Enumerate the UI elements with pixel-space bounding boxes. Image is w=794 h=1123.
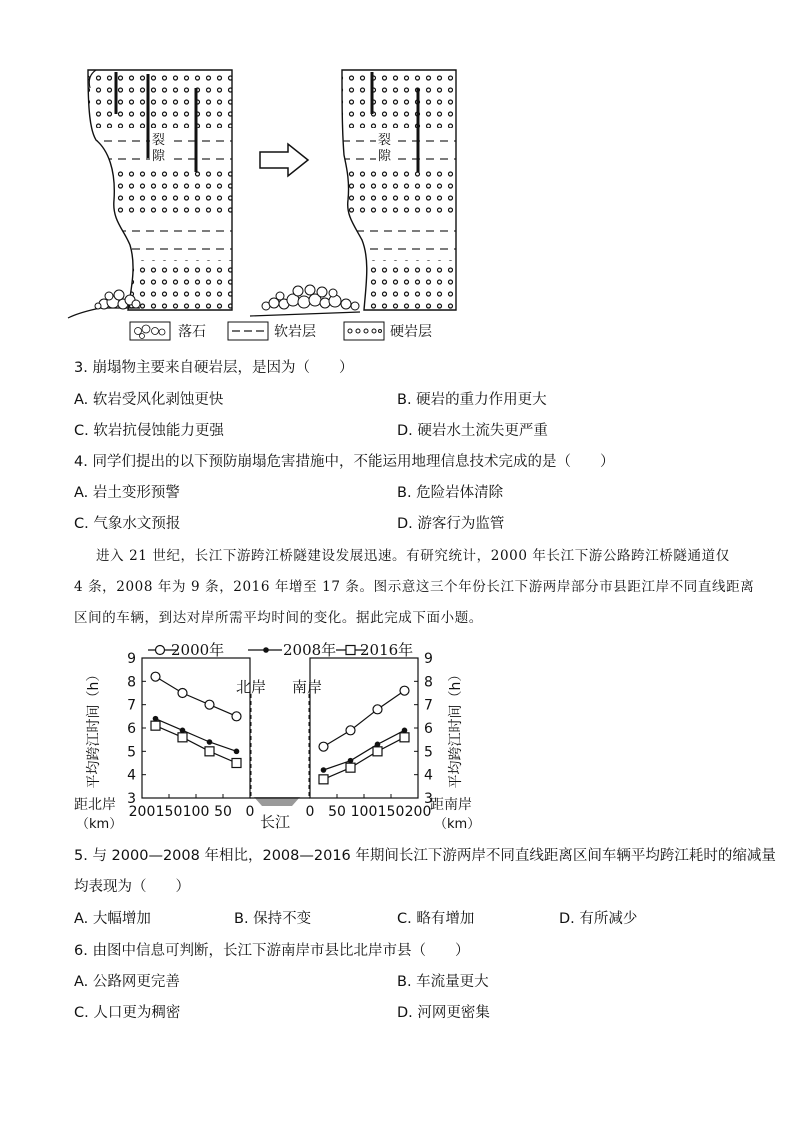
north-bank-label: 北岸 xyxy=(236,678,267,696)
y-tick-label-right: 9 xyxy=(424,651,433,667)
q5-option-a[interactable]: A. 大幅增加 xyxy=(74,911,151,927)
legend-2008: 2008年 xyxy=(283,641,337,659)
data-point-2008年 xyxy=(207,739,213,745)
q4-option-c[interactable]: C. 气象水文预报 xyxy=(74,516,181,532)
cliff-collapse-diagram xyxy=(60,60,480,348)
y-tick-label-left: 7 xyxy=(127,697,136,714)
series-line-2016年-north xyxy=(156,726,237,763)
q3-option-d[interactable]: D. 硬岩水土流失更严重 xyxy=(397,423,548,439)
q4-option-b[interactable]: B. 危险岩体清除 xyxy=(397,485,504,501)
series-line-2016年-south xyxy=(324,737,405,779)
south-distance-label: 距南岸 xyxy=(430,797,472,813)
x-tick-label-south: 50 xyxy=(328,804,346,820)
data-point-2016年 xyxy=(319,775,328,784)
q3-option-b[interactable]: B. 硬岩的重力作用更大 xyxy=(397,392,547,408)
q6-option-b[interactable]: B. 车流量更大 xyxy=(397,974,489,990)
data-point-2016年 xyxy=(232,759,241,768)
cliff-before xyxy=(68,70,240,318)
y-tick-label-right: 4 xyxy=(424,767,433,784)
question-5-stem-line-2: 均表现为（ ） xyxy=(74,879,190,895)
q5-option-c[interactable]: C. 略有增加 xyxy=(397,911,475,927)
data-point-2000年 xyxy=(205,700,214,709)
data-point-2016年 xyxy=(178,733,187,742)
crossing-time-chart xyxy=(70,634,490,840)
legend-rockfall: 落石 xyxy=(178,324,206,340)
q4-option-d[interactable]: D. 游客行为监管 xyxy=(397,516,505,532)
data-point-2000年 xyxy=(319,742,328,751)
x-tick-label-south: 150 xyxy=(377,804,405,820)
q5-option-b[interactable]: B. 保持不变 xyxy=(234,911,312,927)
x-tick-label-north: 150 xyxy=(155,804,183,820)
y-axis-label-right: 平均跨江时间（h） xyxy=(448,667,464,789)
data-point-2008年 xyxy=(321,767,327,773)
q6-option-d[interactable]: D. 河网更密集 xyxy=(397,1005,490,1021)
x-tick-label-south: 0 xyxy=(305,804,315,820)
svg-text:隙: 隙 xyxy=(378,149,392,164)
data-point-2016年 xyxy=(205,747,214,756)
data-point-2000年 xyxy=(373,705,382,714)
x-tick-label-south: 200 xyxy=(404,804,432,820)
cliff-after xyxy=(250,70,462,316)
x-tick-label-north: 0 xyxy=(245,804,255,820)
question-6-stem: 6. 由图中信息可判断，长江下游南岸市县比北岸市县（ ） xyxy=(74,943,470,959)
y-tick-label-left: 9 xyxy=(127,651,136,667)
q5-option-d[interactable]: D. 有所减少 xyxy=(559,911,638,927)
south-bank-label: 南岸 xyxy=(292,678,323,696)
data-point-2016年 xyxy=(151,721,160,730)
passage-line-2: 4 条，2008 年为 9 条，2016 年增至 17 条。图示意这三个年份长江下游两岸部分市县距江岸不同直线距离 xyxy=(74,579,755,595)
data-point-2016年 xyxy=(400,733,409,742)
y-tick-label-right: 8 xyxy=(424,674,433,691)
legend-2000: 2000年 xyxy=(171,641,225,659)
y-tick-label-left: 8 xyxy=(127,674,136,691)
y-axis-label-left: 平均跨江时间（h） xyxy=(86,667,102,789)
rockfall-pile xyxy=(262,285,359,310)
data-point-2000年 xyxy=(400,686,409,695)
data-point-2000年 xyxy=(346,726,355,735)
y-tick-label-right: 3 xyxy=(424,791,433,807)
y-tick-label-right: 5 xyxy=(424,744,433,761)
y-tick-label-left: 5 xyxy=(127,744,136,761)
q4-option-a[interactable]: A. 岩土变形预警 xyxy=(74,485,180,501)
x-tick-label-north: 50 xyxy=(214,804,232,820)
q6-option-c[interactable]: C. 人口更为稠密 xyxy=(74,1005,181,1021)
north-distance-label: 距北岸 xyxy=(74,797,116,813)
data-point-2016年 xyxy=(373,747,382,756)
y-tick-label-right: 7 xyxy=(424,697,433,714)
passage-line-3: 区间的车辆，到达对岸所需平均时间的变化。据此完成下面小题。 xyxy=(74,610,483,626)
river-label: 长江 xyxy=(260,813,291,831)
crack-label-2: 隙 xyxy=(152,149,166,164)
data-point-2016年 xyxy=(346,763,355,772)
data-point-2000年 xyxy=(151,672,160,681)
q3-option-c[interactable]: C. 软岩抗侵蚀能力更强 xyxy=(74,423,224,439)
question-5-stem-line-1: 5. 与 2000—2008 年相比，2008—2016 年期间长江下游两岸不同直线距离区间车辆平均跨江耗时的缩减量 xyxy=(74,848,776,864)
series-line-2008年-north xyxy=(156,719,237,752)
data-point-2000年 xyxy=(178,689,187,698)
svg-text:裂: 裂 xyxy=(378,133,392,148)
crack-label-1: 裂 xyxy=(152,133,166,148)
transition-arrow-icon xyxy=(260,144,308,176)
chart-legend xyxy=(148,641,413,659)
q6-option-a[interactable]: A. 公路网更完善 xyxy=(74,974,180,990)
x-tick-label-north: 100 xyxy=(182,804,210,820)
figure-legend xyxy=(130,322,432,340)
legend-hard: 硬岩层 xyxy=(390,324,432,340)
passage-line-1: 进入 21 世纪，长江下游跨江桥隧建设发展迅速。有研究统计，2000 年长江下游公路跨江桥隧通道仅 xyxy=(96,548,730,564)
y-tick-label-left: 3 xyxy=(127,791,136,807)
q3-option-a[interactable]: A. 软岩受风化剥蚀更快 xyxy=(74,392,224,408)
legend-2016: 2016年 xyxy=(360,641,414,659)
question-4-stem: 4. 同学们提出的以下预防崩塌危害措施中，不能运用地理信息技术完成的是（ ） xyxy=(74,454,615,470)
series-line-2000年-south xyxy=(324,691,405,747)
y-tick-label-right: 6 xyxy=(424,721,433,737)
y-tick-label-left: 6 xyxy=(127,721,136,737)
x-tick-label-north: 200 xyxy=(128,804,156,820)
data-point-2008年 xyxy=(234,749,240,755)
x-tick-label-south: 100 xyxy=(350,804,378,820)
legend-soft: 软岩层 xyxy=(274,324,316,340)
data-point-2000年 xyxy=(232,712,241,721)
question-3-stem: 3. 崩塌物主要来自硬岩层，是因为（ ） xyxy=(74,360,354,376)
series-line-2008年-south xyxy=(324,730,405,770)
series-line-2000年-north xyxy=(156,677,237,717)
y-tick-label-left: 4 xyxy=(127,767,136,784)
north-distance-unit: （km） xyxy=(76,817,123,832)
south-distance-unit: （km） xyxy=(434,817,481,832)
